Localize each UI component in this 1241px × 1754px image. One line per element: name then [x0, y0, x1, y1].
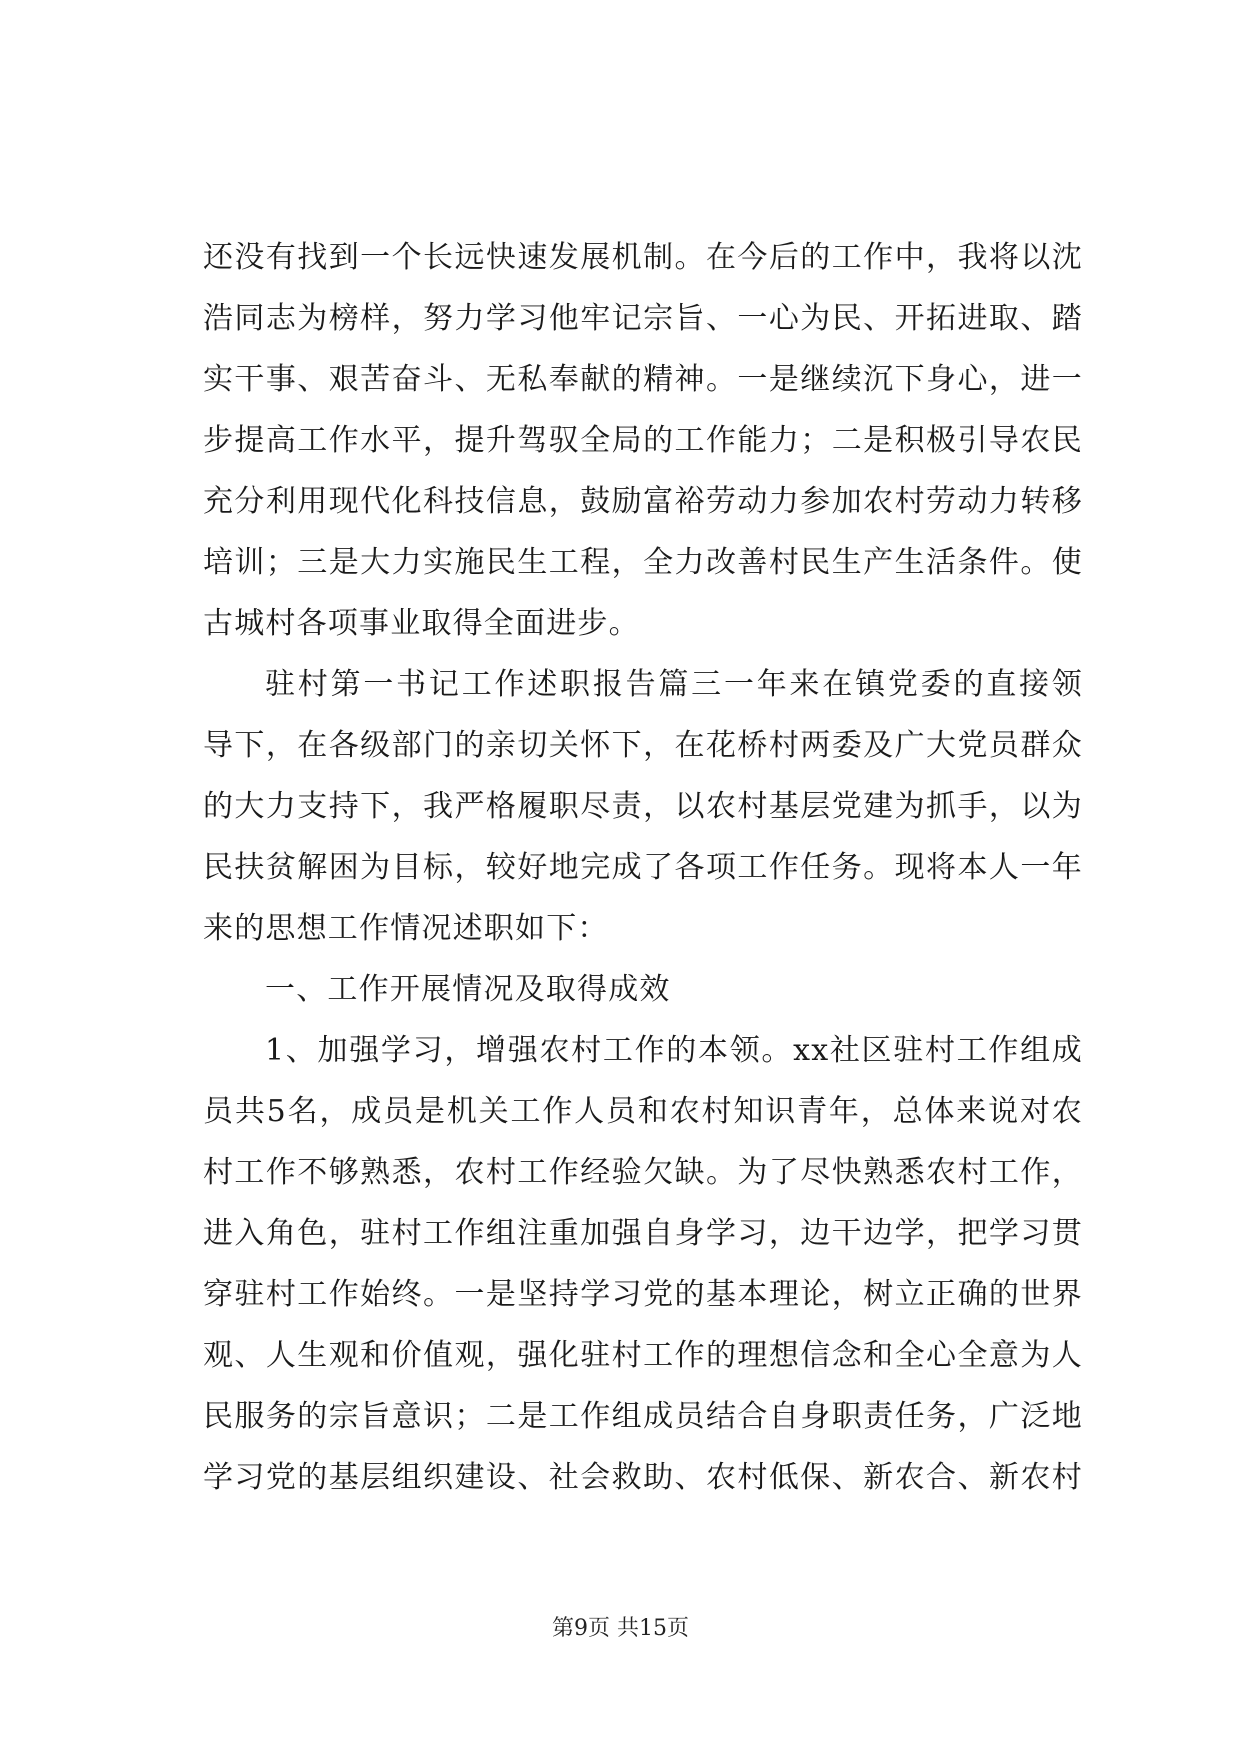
text-line: 村工作不够熟悉，农村工作经验欠缺。为了尽快熟悉农村工作，	[203, 1155, 1083, 1190]
text-line: 员共5名，成员是机关工作人员和农村知识青年，总体来说对农	[203, 1094, 1083, 1129]
text-line: 导下，在各级部门的亲切关怀下，在花桥村两委及广大党员群众	[203, 728, 1083, 763]
text-line: 民服务的宗旨意识；二是工作组成员结合自身职责任务，广泛地	[203, 1399, 1083, 1434]
text-line: 穿驻村工作始终。一是坚持学习党的基本理论，树立正确的世界	[203, 1277, 1083, 1312]
text-line: 培训；三是大力实施民生工程，全力改善村民生产生活条件。使	[203, 545, 1083, 580]
text-line: 进入角色，驻村工作组注重加强自身学习，边干边学，把学习贯	[203, 1216, 1083, 1251]
text-line: 一、工作开展情况及取得成效	[265, 972, 671, 1007]
text-line: 充分利用现代化科技信息，鼓励富裕劳动力参加农村劳动力转移	[203, 484, 1083, 519]
text-line: 还没有找到一个长远快速发展机制。在今后的工作中，我将以沈	[203, 240, 1083, 275]
text-line: 学习党的基层组织建设、社会救助、农村低保、新农合、新农村	[203, 1460, 1083, 1495]
text-line: 驻村第一书记工作述职报告篇三一年来在镇党委的直接领	[265, 667, 1083, 702]
text-line: 古城村各项事业取得全面进步。	[203, 606, 640, 641]
text-line: 实干事、艰苦奋斗、无私奉献的精神。一是继续沉下身心，进一	[203, 362, 1083, 397]
text-line: 浩同志为榜样，努力学习他牢记宗旨、一心为民、开拓进取、踏	[203, 301, 1083, 336]
text-line: 步提高工作水平，提升驾驭全局的工作能力；二是积极引导农民	[203, 423, 1083, 458]
text-line: 的大力支持下，我严格履职尽责，以农村基层党建为抓手，以为	[203, 789, 1083, 824]
text-line: 来的思想工作情况述职如下：	[203, 911, 609, 946]
text-line: 1、加强学习，增强农村工作的本领。xx社区驻村工作组成	[265, 1033, 1083, 1068]
text-line: 民扶贫解困为目标，较好地完成了各项工作任务。现将本人一年	[203, 850, 1083, 885]
body-text	[203, 227, 1083, 1508]
text-line: 观、人生观和价值观，强化驻村工作的理想信念和全心全意为人	[203, 1338, 1083, 1373]
page-footer: 第9页 共15页	[552, 1616, 689, 1641]
